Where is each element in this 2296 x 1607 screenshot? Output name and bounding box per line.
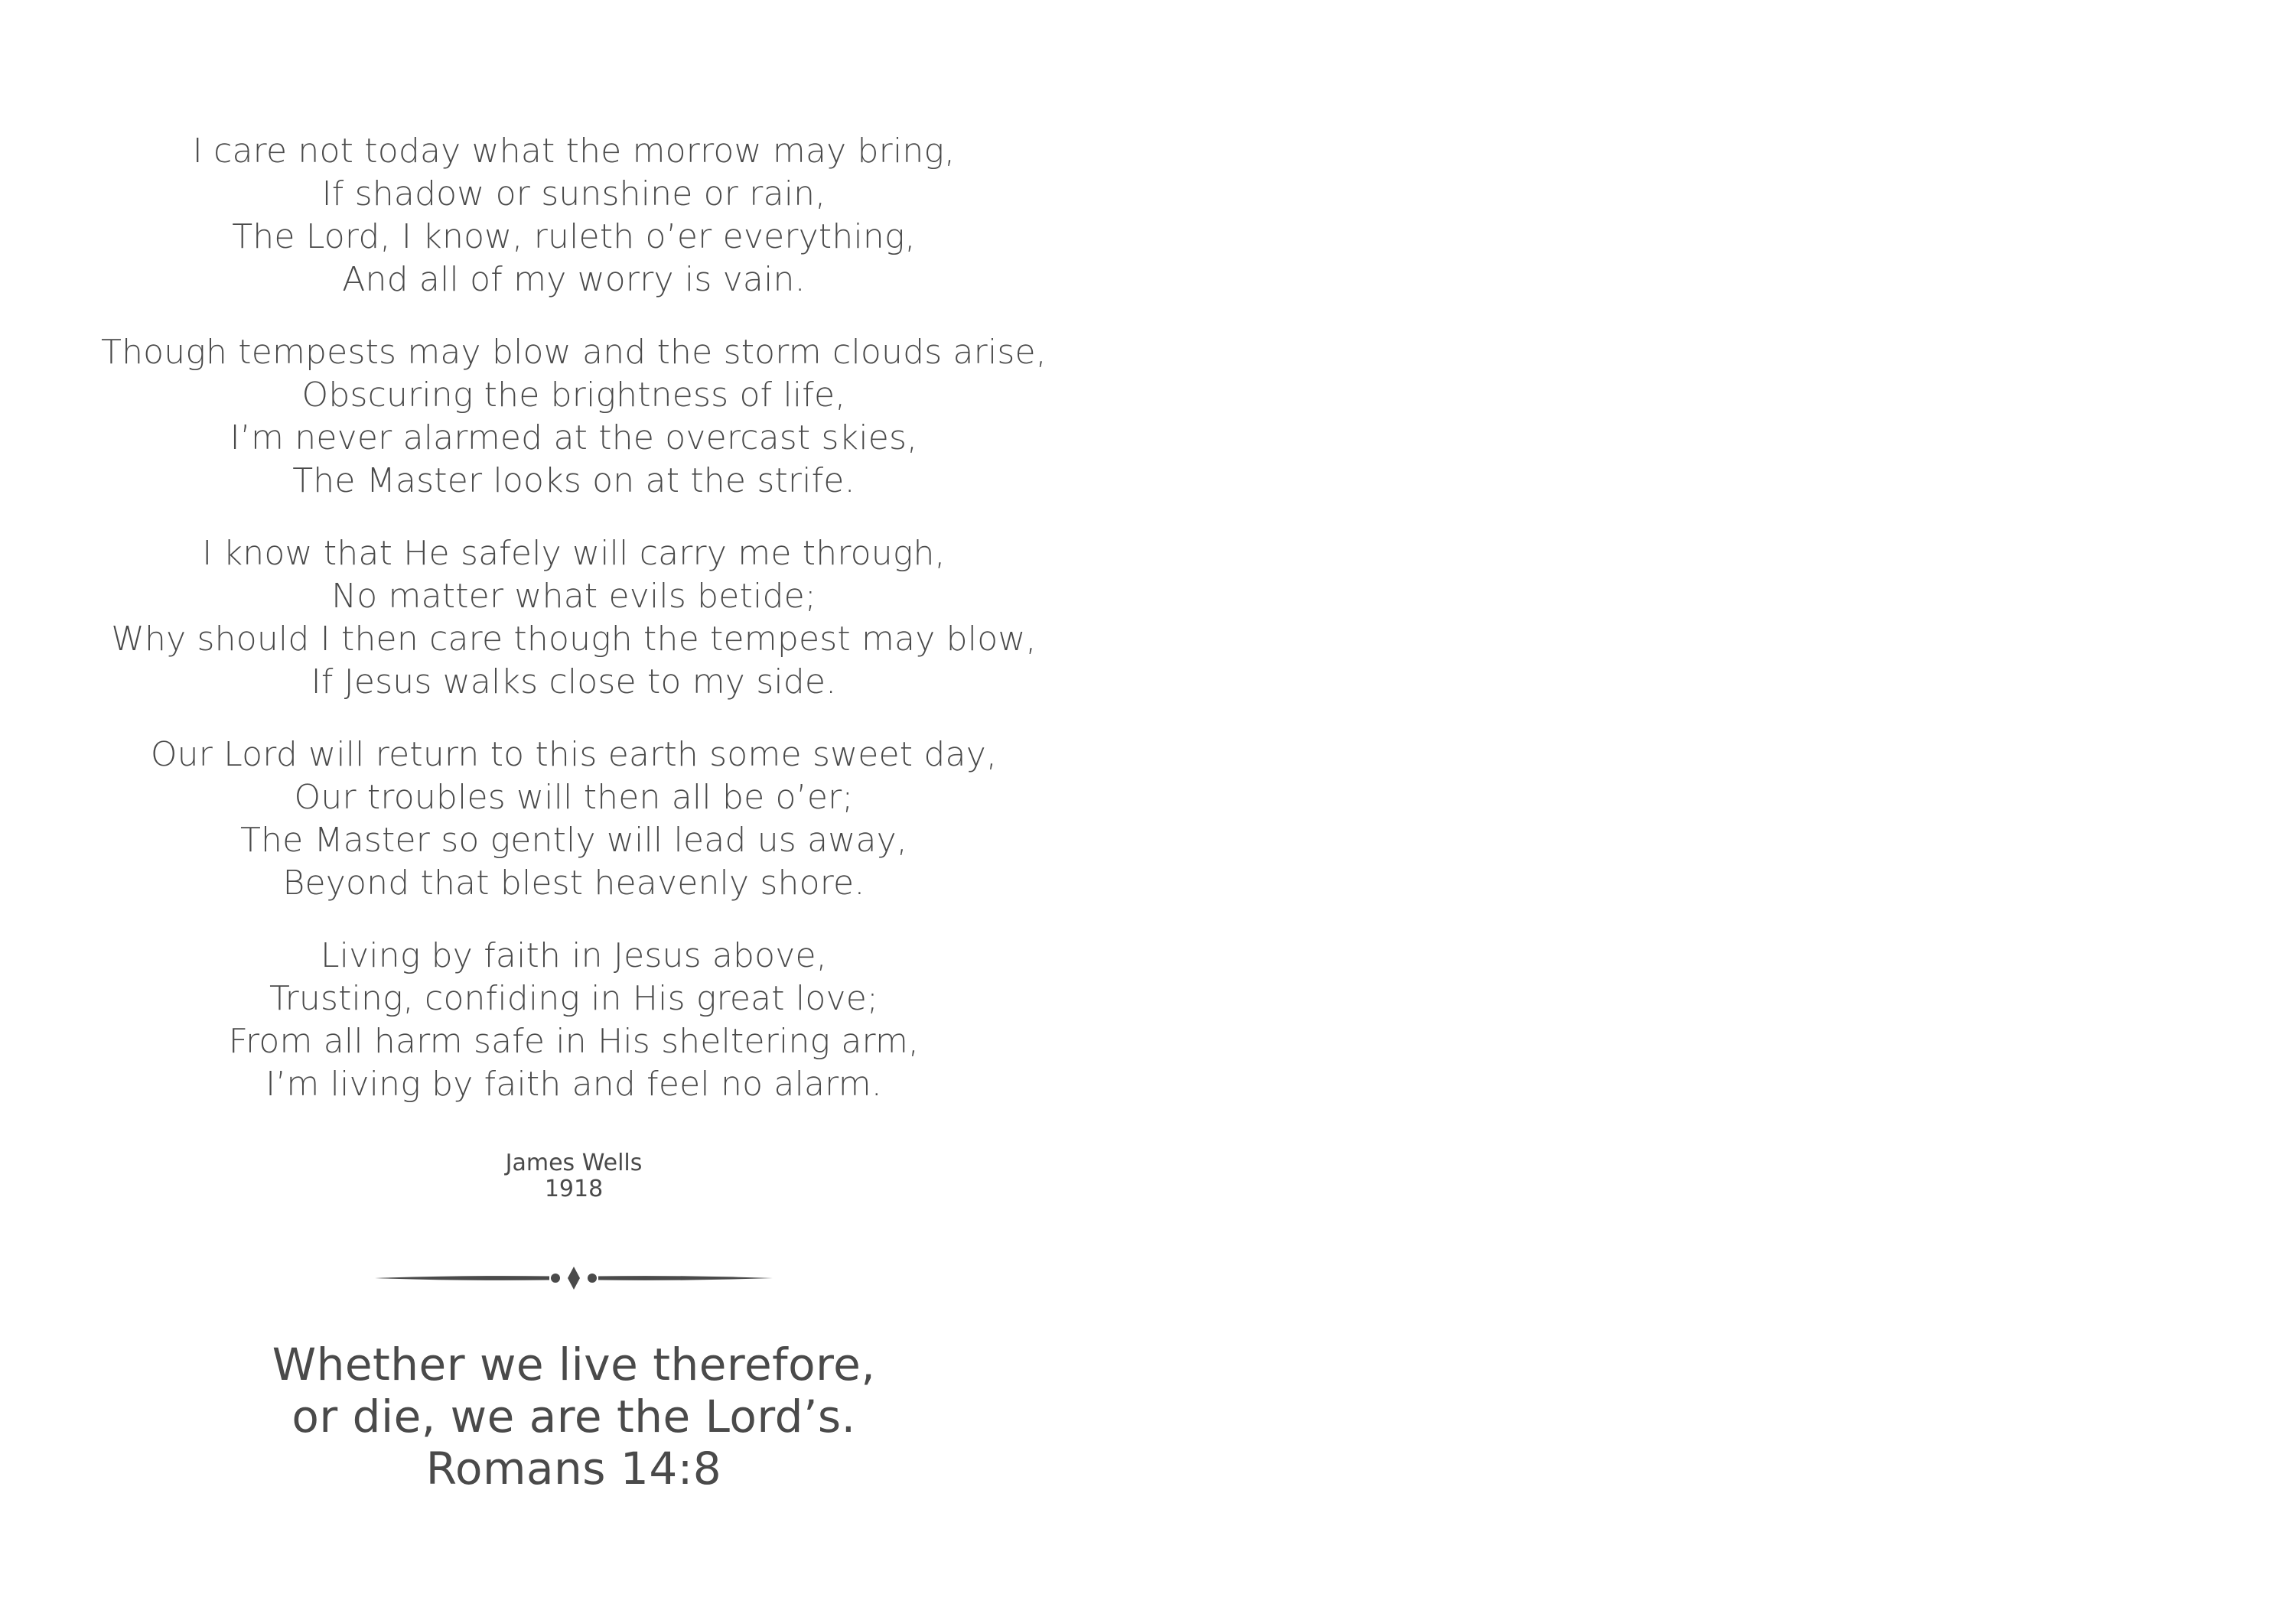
ornamental-divider-icon xyxy=(375,1265,773,1291)
page-content xyxy=(77,130,1071,1495)
attribution xyxy=(77,1150,1071,1202)
poem-line: No matter what evils betide; xyxy=(331,577,816,616)
poem-line: The Lord, I know, ruleth o’er everything, xyxy=(232,217,916,256)
poem-line: Obscuring the brightness of life, xyxy=(301,376,846,415)
poem-line: I care not today what the morrow may bring, xyxy=(192,132,956,171)
poem-year: 1918 xyxy=(544,1176,604,1202)
poem-line: The Master so gently will lead us away, xyxy=(239,821,908,860)
stanza-4 xyxy=(77,734,1071,905)
poem-line: The Master looks on at the strife. xyxy=(292,461,855,500)
stanza-2 xyxy=(77,331,1071,503)
stanza-1 xyxy=(77,130,1071,301)
poem-line: I’m living by faith and feel no alarm. xyxy=(265,1065,882,1104)
poem-line: From all harm safe in His sheltering arm, xyxy=(228,1022,920,1061)
verse-line-2: or die, we are the Lord’s. xyxy=(291,1391,856,1443)
poem-line: I’m never alarmed at the overcast skies, xyxy=(230,418,918,457)
poem-line: I know that He safely will carry me through, xyxy=(202,534,946,573)
poem-line: Our troubles will then all be o’er; xyxy=(294,778,854,817)
poem-line: Beyond that blest heavenly shore. xyxy=(282,864,865,903)
poem-line: Trusting, confiding in His great love; xyxy=(269,979,878,1018)
verse-line-1: Whether we live therefore, xyxy=(272,1339,876,1391)
verse-reference: Romans 14:8 xyxy=(425,1443,722,1495)
poem-line: Why should I then care though the tempest may blow, xyxy=(111,620,1037,659)
stanza-3 xyxy=(77,532,1071,704)
poem-line: And all of my worry is vain. xyxy=(342,260,806,299)
poem xyxy=(77,130,1071,1106)
author-name: James Wells xyxy=(505,1150,643,1176)
poem-line: Living by faith in Jesus above, xyxy=(320,936,827,975)
scripture-verse xyxy=(77,1339,1071,1495)
poem-line: Though tempests may blow and the storm clouds arise, xyxy=(101,333,1047,372)
poem-line: If Jesus walks close to my side. xyxy=(311,662,837,701)
poem-line: Our Lord will return to this earth some sweet day, xyxy=(150,735,998,774)
poem-line: If shadow or sunshine or rain, xyxy=(321,174,826,213)
stanza-5 xyxy=(77,935,1071,1106)
